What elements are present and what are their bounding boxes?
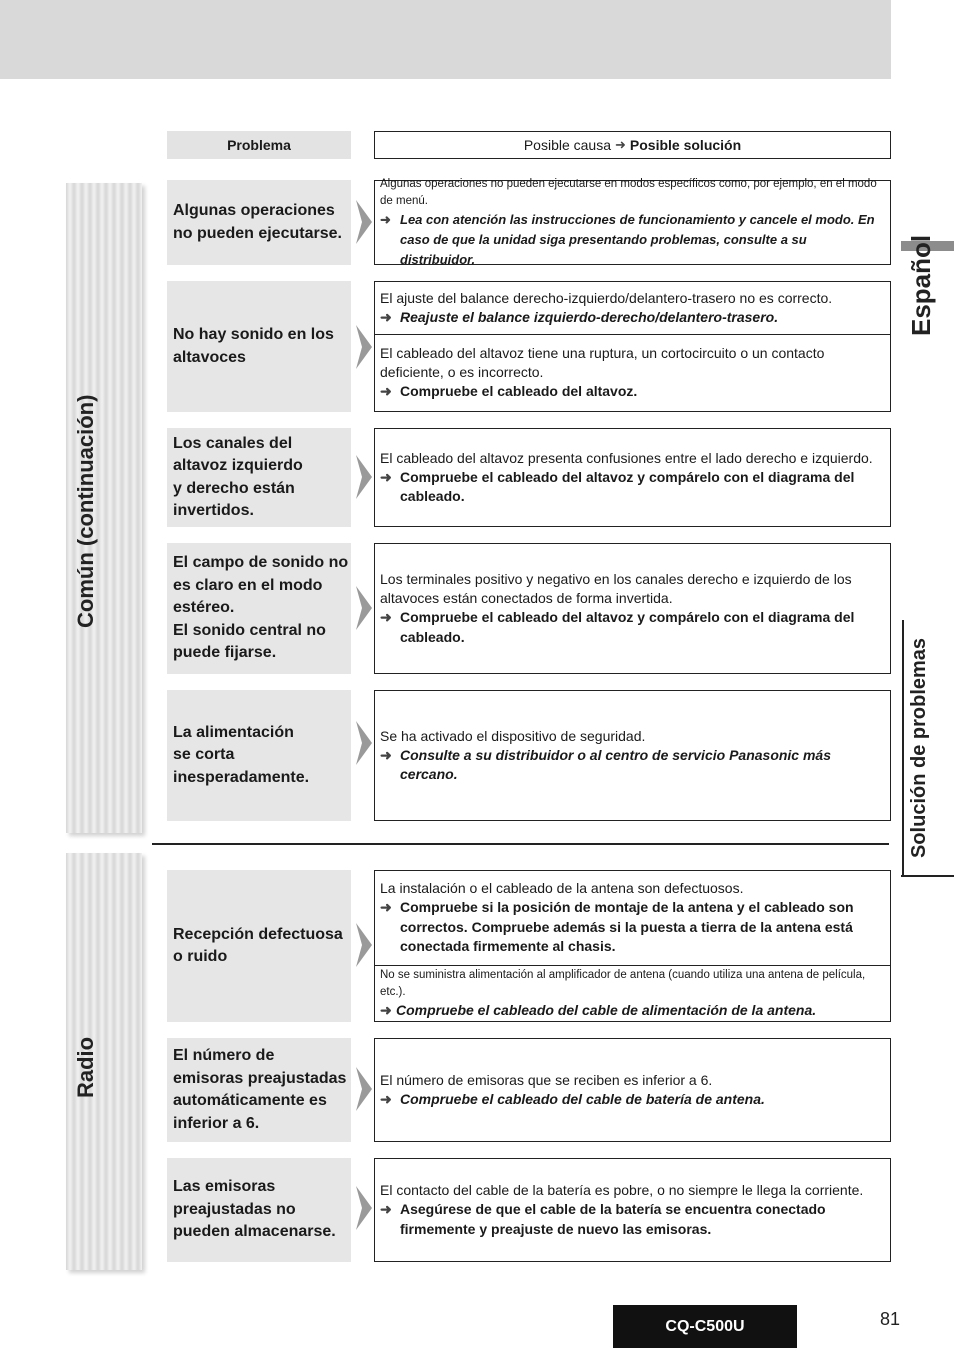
- problem-cell: El campo de sonido no es claro en el modo estéreo. El sonido central no puede fijarse.: [167, 543, 351, 674]
- cause-text: El número de emisoras que se reciben es inferior a 6.: [380, 1071, 713, 1088]
- chevron-right-icon: [354, 721, 372, 765]
- model-badge: [613, 1305, 797, 1348]
- problem-cell: Las emisoras preajustadas no pueden almacenarse.: [167, 1158, 351, 1262]
- arrow-right-icon: ➜: [615, 137, 626, 152]
- problem-cell: Recepción defectuosa o ruido: [167, 870, 351, 1022]
- problem-column-header: [167, 131, 351, 159]
- problem-cell: La alimentación se corta inesperadamente.: [167, 690, 351, 821]
- chapter-label: Solución de problemas: [908, 637, 930, 858]
- problem-header-label: Problema: [227, 137, 291, 153]
- solution-text: ➜ Compruebe si la posición de montaje de la antena y el cableado son correctos. Compruebe además si la puesta a tierra de la antena está conectada firmemente al chasis.: [380, 898, 880, 957]
- section-label-common: Común (continuación): [73, 394, 98, 628]
- side-horizontal-rule: [901, 875, 954, 877]
- cause-text: Se ha activado el dispositivo de seguridad.: [380, 727, 646, 744]
- arrow-right-icon: ➜: [380, 1090, 392, 1107]
- solution-box: [374, 543, 891, 674]
- solution-text: ➜ Lea con atención las instrucciones de funcionamiento y cancele el modo. En caso de que la unidad siga presentando problemas, consulte a su distribuidor.: [380, 210, 880, 270]
- arrow-right-icon: ➜: [380, 899, 392, 916]
- solution-text: ➜ Asegúrese de que el cable de la batería se encuentra conectado firmemente y preajuste de nuevo las emisoras.: [380, 1200, 880, 1239]
- cause-text: No se suministra alimentación al amplificador de antena (cuando utiliza una antena de película, etc.).: [380, 968, 866, 998]
- chevron-right-icon: [354, 586, 372, 630]
- solution-box: [374, 870, 891, 1022]
- arrow-right-icon: ➜: [380, 468, 392, 485]
- cause-text: Los terminales positivo y negativo en los canales derecho e izquierdo de los altavoces están conectados de forma invertida.: [380, 571, 852, 606]
- side-vertical-rule: [902, 620, 904, 877]
- problem-cell: Los canales del altavoz izquierdo y derecho están invertidos.: [167, 428, 351, 527]
- cause-text: Algunas operaciones no pueden ejecutarse en modos específicos como, por ejemplo, en el modo de menú.: [380, 177, 877, 207]
- chevron-right-icon: [354, 200, 372, 244]
- solution-box: [374, 1038, 891, 1142]
- cause-text: El cableado del altavoz tiene una ruptura, un cortocircuito o un contacto deficiente, o es incorrecto.: [380, 345, 825, 381]
- solution-text: ➜ Consulte a su distribuidor o al centro de servicio Panasonic más cercano.: [380, 746, 880, 785]
- arrow-right-icon: ➜: [380, 308, 392, 325]
- problem-cell: No hay sonido en los altavoces: [167, 281, 351, 412]
- chevron-right-icon: [354, 1186, 372, 1230]
- arrow-right-icon: ➜: [380, 211, 391, 227]
- top-gray-band: [0, 0, 891, 79]
- language-label: Español: [906, 234, 936, 336]
- arrow-right-icon: ➜: [380, 383, 392, 400]
- solution-box: [374, 177, 891, 267]
- solution-box: [374, 1158, 891, 1262]
- problem-cell: Algunas operaciones no pueden ejecutarse.: [167, 180, 351, 265]
- solution-box: [374, 690, 891, 821]
- arrow-right-icon: ➜: [380, 609, 392, 625]
- arrow-right-icon: ➜: [380, 1201, 392, 1217]
- solution-text: ➜ Compruebe el cableado del cable de batería de antena.: [380, 1090, 880, 1110]
- solution-text: ➜ Compruebe el cableado del cable de alimentación de la antena.: [380, 1001, 880, 1021]
- solution-text: ➜ Compruebe el cableado del altavoz.: [380, 382, 880, 402]
- solution-box: [374, 281, 891, 412]
- solution-text: ➜ Compruebe el cableado del altavoz y compárelo con el diagrama del cableado.: [380, 468, 880, 507]
- chevron-right-icon: [354, 455, 372, 499]
- cause-text: El ajuste del balance derecho-izquierdo/delantero-trasero no es correcto.: [380, 289, 833, 306]
- cause-text: El contacto del cable de la batería es pobre, o no siempre le llega la corriente.: [380, 1182, 864, 1198]
- problem-cell: El número de emisoras preajustadas automáticamente es inferior a 6.: [167, 1038, 351, 1142]
- cause-text: La instalación o el cableado de la antena son defectuosos.: [380, 880, 744, 897]
- solution-header-label: Posible solución: [629, 137, 742, 153]
- model-name: CQ-C500U: [665, 1317, 745, 1335]
- section-label-radio: Radio: [73, 1036, 98, 1098]
- chevron-right-icon: [354, 923, 372, 967]
- chevron-right-icon: [354, 325, 372, 369]
- chevron-right-icon: [354, 1067, 372, 1111]
- cause-header-label: Posible causa: [523, 137, 611, 153]
- page-number: 81: [880, 1309, 901, 1329]
- solution-text: ➜ Reajuste el balance izquierdo-derecho/delantero-trasero.: [380, 308, 880, 328]
- arrow-right-icon: ➜: [380, 1001, 392, 1018]
- arrow-right-icon: ➜: [380, 746, 392, 763]
- solution-box: [374, 428, 891, 527]
- cause-text: El cableado del altavoz presenta confusiones entre el lado derecho e izquierdo.: [380, 449, 873, 466]
- section-divider: [152, 843, 889, 845]
- solution-text: ➜ Compruebe el cableado del altavoz y compárelo con el diagrama del cableado.: [380, 608, 880, 647]
- solution-column-header: [374, 131, 891, 159]
